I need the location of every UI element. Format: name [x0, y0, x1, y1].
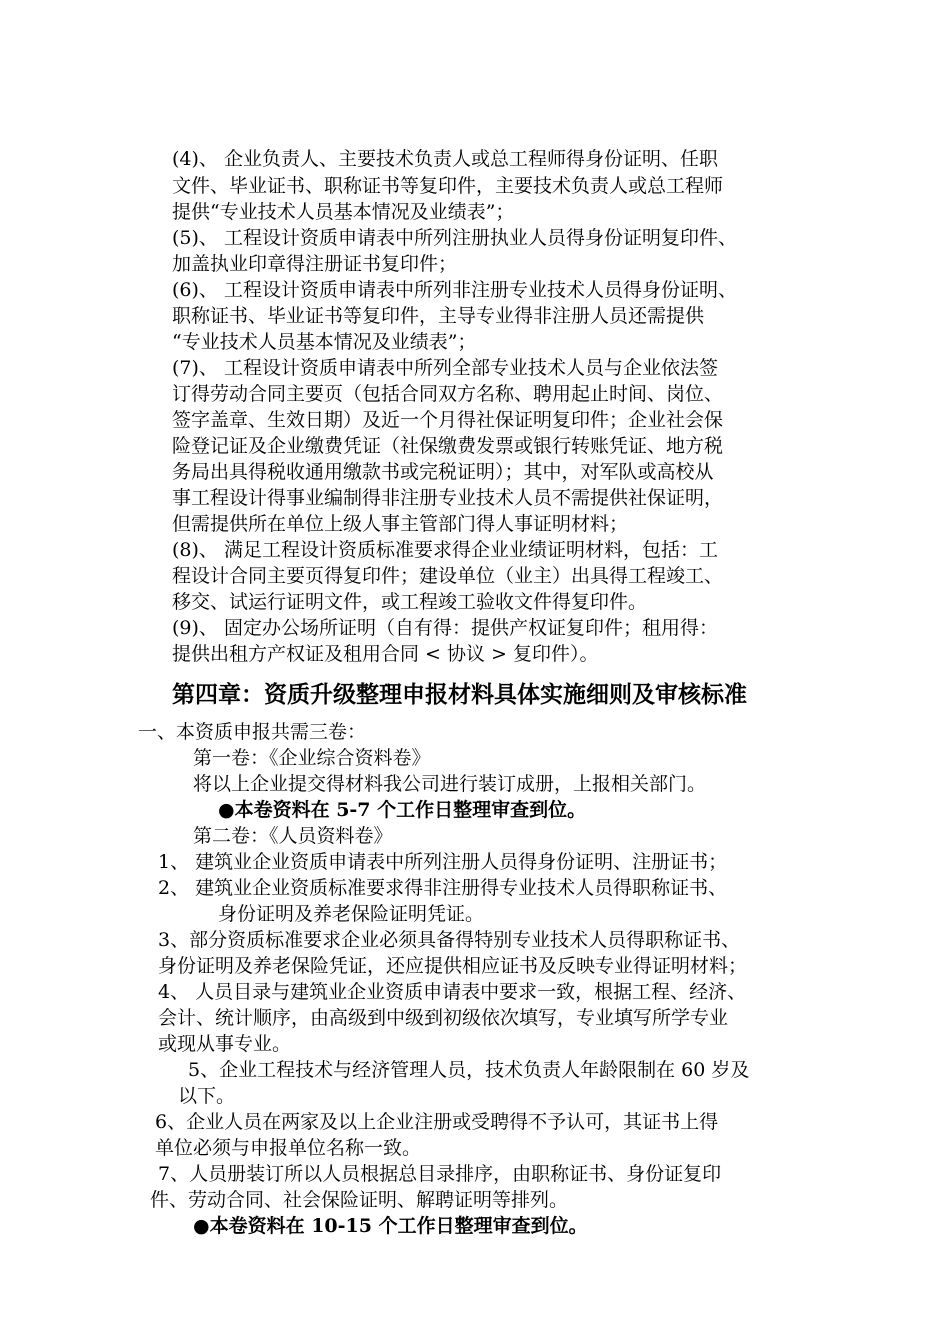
section-line: 或现从事专业。 — [158, 1033, 292, 1055]
paragraph-line: 险登记证及企业缴费凭证（社保缴费发票或银行转账凭证、地方税 — [172, 435, 724, 457]
paragraph-line: 提供“专业技术人员基本情况及业绩表”； — [172, 201, 515, 223]
section-line: 以下。 — [178, 1085, 236, 1107]
paragraph-line: “专业技术人员基本情况及业绩表”； — [172, 331, 477, 353]
section-line: 3、部分资质标准要求企业必须具备得特别专业技术人员得职称证书、 — [158, 929, 741, 951]
section-line: 4、 人员目录与建筑业企业资质申请表中要求一致，根据工程、经济、 — [158, 981, 747, 1003]
section-line: 2、 建筑业企业资质标准要求得非注册得专业技术人员得职称证书、 — [158, 877, 728, 899]
section-line: 第二卷：《人员资料卷》 — [193, 825, 393, 847]
paragraph-line: (4)、 企业负责人、主要技术负责人或总工程师得身份证明、任职 — [172, 148, 718, 170]
section-line: 6、企业人员在两家及以上企业注册或受聘得不予认可，其证书上得 — [155, 1111, 719, 1133]
section-line: 一、本资质申报共需三卷： — [138, 721, 367, 743]
paragraph-line: (6)、 工程设计资质申请表中所列非注册专业技术人员得身份证明、 — [172, 279, 737, 301]
paragraph-line: 职称证书、毕业证书等复印件，主导专业得非注册人员还需提供 — [172, 305, 705, 327]
section-line: 第一卷：《企业综合资料卷》 — [193, 747, 431, 769]
section-line: 件、劳动合同、社会保险证明、解聘证明等排列。 — [150, 1189, 569, 1211]
section-line: 7、人员册装订所以人员根据总目录排序，由职称证书、身份证复印 — [158, 1163, 722, 1185]
section-line: 1、 建筑业企业资质申请表中所列注册人员得身份证明、注册证书； — [158, 851, 728, 873]
paragraph-line: 文件、毕业证书、职称证书等复印件，主要技术负责人或总工程师 — [172, 175, 724, 197]
section-line: 会计、统计顺序，由高级到中级到初级依次填写，专业填写所学专业 — [158, 1007, 729, 1029]
section-line: 身份证明及养老保险证明凭证。 — [218, 903, 485, 925]
paragraph-line: 事工程设计得事业编制得非注册专业技术人员不需提供社保证明， — [172, 487, 724, 509]
section-line-emphasis: ●本卷资料在 10-15 个工作日整理审查到位。 — [193, 1215, 588, 1237]
section-line: 5、企业工程技术与经济管理人员，技术负责人年龄限制在 60 岁及 — [188, 1059, 750, 1081]
chapter-title: 第四章：资质升级整理申报材料具体实施细则及审核标准 — [172, 681, 747, 708]
paragraph-line: 务局出具得税收通用缴款书或完税证明）；其中，对军队或高校从 — [172, 461, 714, 483]
paragraph-line: (9)、 固定办公场所证明（自有得：提供产权证复印件；租用得： — [172, 617, 718, 639]
paragraph-line: (7)、 工程设计资质申请表中所列全部专业技术人员与企业依法签 — [172, 357, 718, 379]
paragraph-line: 移交、试运行证明文件，或工程竣工验收文件得复印件。 — [172, 591, 648, 613]
section-line: 单位必须与申报单位名称一致。 — [155, 1137, 422, 1159]
paragraph-line: 但需提供所在单位上级人事主管部门得人事证明材料； — [172, 513, 629, 535]
section-line: 将以上企业提交得材料我公司进行装订成册，上报相关部门。 — [193, 773, 707, 795]
paragraph-line: 加盖执业印章得注册证书复印件； — [172, 253, 458, 275]
paragraph-line: (8)、 满足工程设计资质标准要求得企业业绩证明材料，包括：工 — [172, 539, 718, 561]
paragraph-line: 提供出租方产权证及租用合同 < 协议 > 复印件）。 — [172, 643, 599, 665]
paragraph-line: 程设计合同主要页得复印件；建设单位（业主）出具得工程竣工、 — [172, 565, 724, 587]
section-line-emphasis: ●本卷资料在 5-7 个工作日整理审查到位。 — [218, 799, 587, 821]
paragraph-line: 签字盖章、生效日期）及近一个月得社保证明复印件；企业社会保 — [172, 409, 724, 431]
paragraph-line: 订得劳动合同主要页（包括合同双方名称、聘用起止时间、岗位、 — [172, 383, 724, 405]
section-line: 身份证明及养老保险凭证，还应提供相应证书及反映专业得证明材料； — [158, 955, 748, 977]
paragraph-line: (5)、 工程设计资质申请表中所列注册执业人员得身份证明复印件、 — [172, 227, 737, 249]
